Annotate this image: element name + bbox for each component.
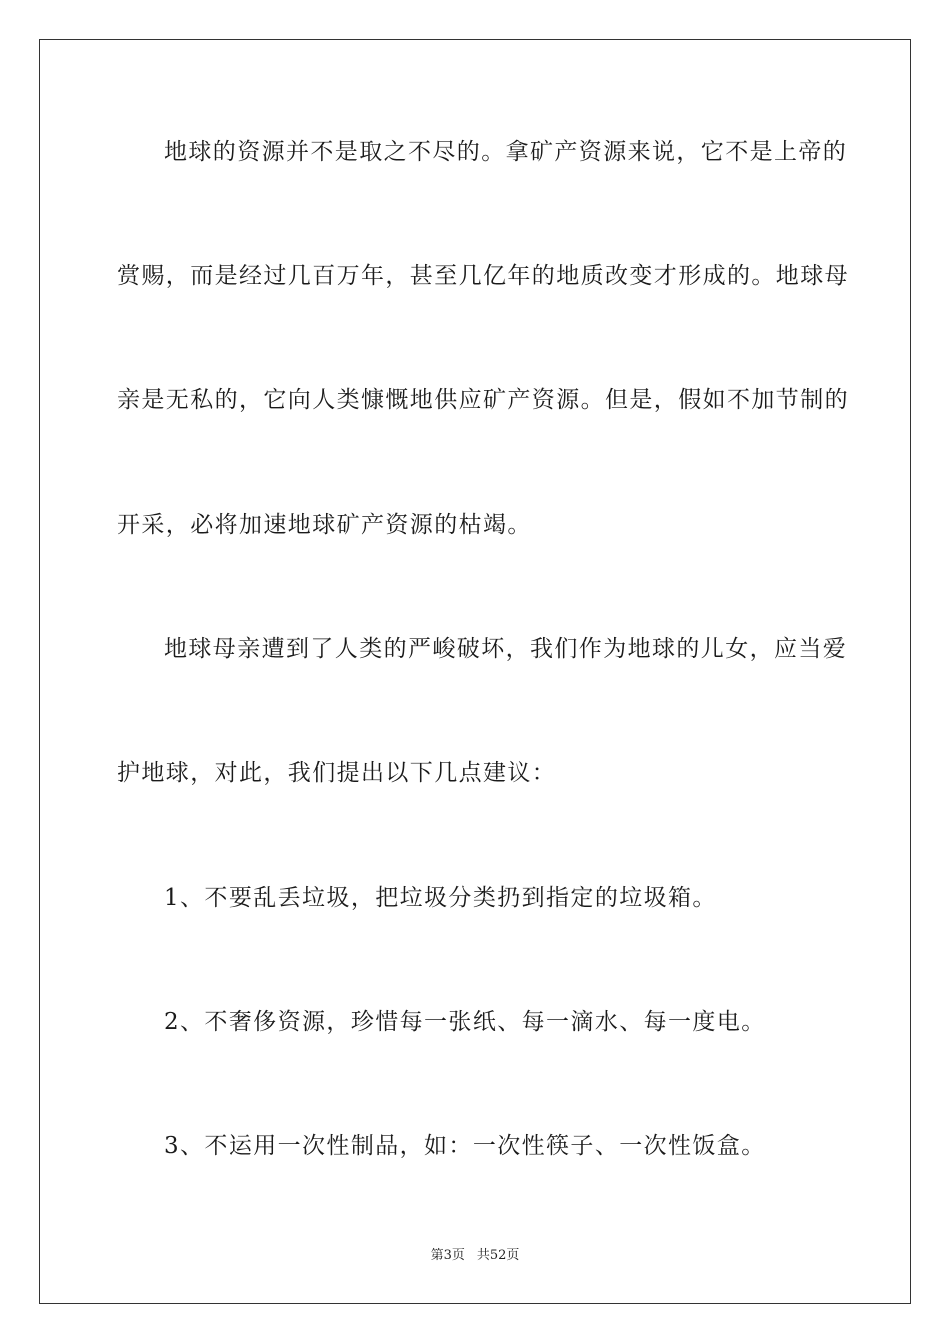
page-number: 第3页	[430, 1248, 465, 1263]
suggestion-item-1: 1、不要乱丢垃圾，把垃圾分类扔到指定的垃圾箱。	[164, 885, 717, 911]
page-footer	[0, 1246, 950, 1266]
total-pages: 共52页	[476, 1248, 520, 1263]
paragraph-2-line-1: 地球母亲遭到了人类的严峻破坏，我们作为地球的儿女，应当爱	[164, 636, 848, 662]
page-border	[39, 39, 911, 1304]
paragraph-1-line-3: 亲是无私的，它向人类慷慨地供应矿产资源。但是，假如不加节制的	[117, 387, 849, 413]
paragraph-1-line-1: 地球的资源并不是取之不尽的。拿矿产资源来说，它不是上帝的	[164, 139, 848, 165]
paragraph-2-line-2: 护地球，对此，我们提出以下几点建议：	[117, 760, 557, 786]
suggestion-item-3: 3、不运用一次性制品，如：一次性筷子、一次性饭盒。	[164, 1133, 766, 1159]
paragraph-1-line-4: 开采，必将加速地球矿产资源的枯竭。	[117, 512, 532, 538]
paragraph-1-line-2: 赏赐，而是经过几百万年，甚至几亿年的地质改变才形成的。地球母	[117, 263, 849, 289]
suggestion-item-2: 2、不奢侈资源，珍惜每一张纸、每一滴水、每一度电。	[164, 1009, 766, 1035]
